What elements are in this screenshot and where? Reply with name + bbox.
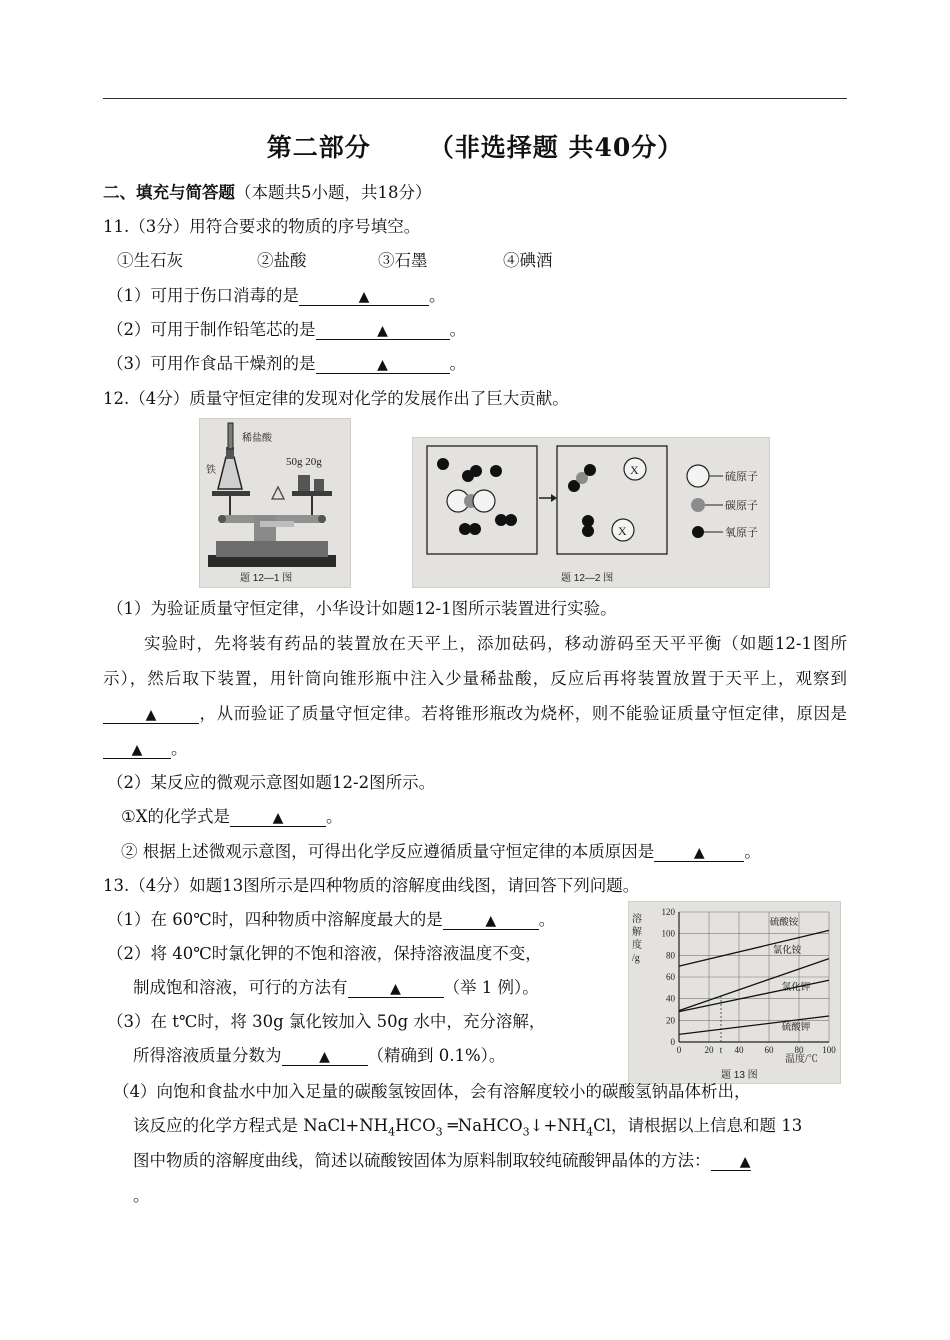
x-tick-label: 40 xyxy=(734,1045,744,1055)
syringe xyxy=(228,423,233,449)
legend-sulfur-icon xyxy=(687,465,709,487)
balance-pillar xyxy=(254,515,276,541)
label-acid: 稀盐酸 xyxy=(242,433,272,444)
weight-20g xyxy=(314,479,324,491)
box-after xyxy=(557,446,667,554)
answer-blank[interactable]: ▲ xyxy=(348,977,444,998)
q12-part2-b: ② 根据上述微观示意图，可得出化学反应遵循质量守恒定律的本质原因是 ▲ 。 xyxy=(121,842,761,861)
y-tick-label: 0 xyxy=(670,1037,675,1047)
answer-blank[interactable]: ▲ xyxy=(103,738,171,759)
y-tick-label: 60 xyxy=(666,972,675,982)
q11-option-3: ③石墨 xyxy=(378,251,428,270)
rider-scale xyxy=(260,521,294,527)
y-axis-label: /g xyxy=(632,953,640,964)
q12-stem: 12.（4分）质量守恒定律的发现对化学的发展作出了巨大贡献。 xyxy=(103,389,569,408)
y-tick-label: 100 xyxy=(661,928,675,939)
figure-12-2 xyxy=(412,437,770,588)
legend-oxygen-icon xyxy=(692,526,704,538)
q13-s4d: 。 xyxy=(133,1186,150,1205)
page-title: 第二部分 （非选择题 共40分） xyxy=(266,133,684,162)
q11-item-2: （2）可用于制作铅笔芯的是 ▲ 。 xyxy=(107,320,466,339)
q13-s3a: （3）在 t℃时，将 30g 氯化铵加入 50g 水中，充分溶解， xyxy=(107,1012,546,1031)
right-pan xyxy=(292,491,332,496)
oxygen-atom xyxy=(469,523,481,535)
legend-oxygen: 氧原子 xyxy=(725,527,758,539)
x-axis-label: 温度/℃ xyxy=(785,1054,818,1065)
section-heading: 二、填充与简答题（本题共5小题，共18分） xyxy=(103,183,432,202)
x-tick-label: t xyxy=(719,1045,723,1055)
solubility-chart xyxy=(629,902,840,1083)
micro-reaction-diagram xyxy=(413,438,769,587)
series-label: 氯化铵 xyxy=(772,946,802,957)
figure-13 xyxy=(628,901,841,1084)
y-axis-label: 溶 xyxy=(632,914,642,925)
series-label: 氯化钾 xyxy=(781,983,811,993)
answer-blank[interactable]: ▲ xyxy=(443,909,539,930)
conical-flask xyxy=(218,457,242,489)
x-label: X xyxy=(630,463,639,477)
answer-blank[interactable]: ▲ xyxy=(299,285,429,306)
label-weights: 50g 20g xyxy=(286,456,322,468)
oxygen-atom xyxy=(470,465,482,477)
y-tick-label: 120 xyxy=(661,907,675,917)
q12-part2-intro: （2）某反应的微观示意图如题12-2图所示。 xyxy=(107,773,436,792)
series-label: 硫酸铵 xyxy=(769,918,799,928)
answer-blank[interactable]: ▲ xyxy=(316,353,450,374)
x-tick-label: 20 xyxy=(704,1045,714,1055)
balance-stand xyxy=(216,541,328,557)
weight-50g xyxy=(298,475,310,491)
y-tick-label: 80 xyxy=(666,950,675,961)
arrow-icon xyxy=(551,494,557,502)
y-axis-label: 度 xyxy=(632,940,642,951)
x-tick-label: 60 xyxy=(764,1045,774,1055)
figure-caption: 题 12—2 图 xyxy=(561,573,614,584)
legend-sulfur: 硫原子 xyxy=(725,471,758,483)
x-tick-label: 80 xyxy=(794,1045,804,1055)
oxygen-atom xyxy=(490,465,502,477)
oxygen-atom xyxy=(582,525,594,537)
q11-item-1: （1）可用于伤口消毒的是 ▲ 。 xyxy=(107,286,446,305)
legend-carbon-icon xyxy=(691,498,705,512)
y-tick-label: 20 xyxy=(666,1015,675,1026)
top-rule xyxy=(103,98,847,99)
label-iron: 铁 xyxy=(206,465,216,476)
q13-s4a: （4）向饱和食盐水中加入足量的碳酸氢铵固体，会有溶解度较小的碳酸氢钠晶体析出， xyxy=(113,1082,751,1101)
sulfur-atom xyxy=(473,490,495,512)
q13-s4b: 该反应的化学方程式是 $NaCl+NH_4HCO_3$ $═NaHCO_3↓+NH_4Cl$，请根据以上信息和题 13 xyxy=(133,1116,803,1139)
q12-part1-body: 实验时，先将装有药品的装置放在天平上，添加砝码，移动游码至天平平衡（如题12-1图所示），然后取下装置，用针筒向锥形瓶中注入少量稀盐酸，反应后再将装置放置于天平上，观察到▲ ，从而验证了质量守恒定律。若将锥形瓶改为烧杯，则不能验证质量守恒定律，原因是▲ 。 xyxy=(103,634,847,758)
answer-blank[interactable]: ▲ xyxy=(316,319,450,340)
q11-option-2: ②盐酸 xyxy=(257,251,307,270)
figure-caption: 题 12—1 图 xyxy=(240,573,293,584)
figure-caption: 题 13 图 xyxy=(721,1070,758,1081)
q13-s1: （1）在 60℃时，四种物质中溶解度最大的是 ▲ 。 xyxy=(107,910,556,929)
q13-stem: 13.（4分）如题13图所示是四种物质的溶解度曲线图，请回答下列问题。 xyxy=(103,876,640,895)
q12-part1-intro: （1）为验证质量守恒定律，小华设计如题12-1图所示装置进行实验。 xyxy=(107,599,617,618)
y-tick-label: 40 xyxy=(666,993,675,1004)
answer-blank[interactable]: ▲ xyxy=(654,841,744,862)
answer-blank[interactable]: ▲ xyxy=(711,1150,751,1171)
oxygen-atom xyxy=(437,458,449,470)
pointer-icon xyxy=(272,487,284,499)
q11-option-1: ①生石灰 xyxy=(117,251,183,270)
answer-blank[interactable]: ▲ xyxy=(282,1045,368,1066)
q12-part2-a: ①X的化学式是 ▲ 。 xyxy=(121,807,343,826)
left-pan xyxy=(212,491,250,496)
answer-blank[interactable]: ▲ xyxy=(103,703,199,724)
q13-s3b: 所得溶液质量分数为 ▲ （精确到 0.1%）。 xyxy=(133,1046,506,1065)
q11-item-3: （3）可用作食品干燥剂的是 ▲ 。 xyxy=(107,354,466,373)
q13-s2b: 制成饱和溶液，可行的方法有 ▲ （举 1 例）。 xyxy=(133,978,539,997)
q13-s4c: 图中物质的溶解度曲线，简述以硫酸铵固体为原料制取较纯硫酸钾晶体的方法： ▲ xyxy=(133,1151,751,1170)
x-tick-label: 0 xyxy=(676,1045,682,1055)
x-label: X xyxy=(618,524,627,538)
series-line xyxy=(679,930,829,966)
q11-option-4: ④碘酒 xyxy=(503,251,553,270)
oxygen-atom xyxy=(584,464,596,476)
q11-stem: 11.（3分）用符合要求的物质的序号填空。 xyxy=(103,217,421,236)
x-tick-label: 100 xyxy=(822,1045,836,1055)
answer-blank[interactable]: ▲ xyxy=(230,806,326,827)
q13-s2a: （2）将 40℃时氯化钾的不饱和溶液，保持溶液温度不变， xyxy=(107,944,542,963)
y-axis-label: 解 xyxy=(632,927,642,938)
oxygen-atom xyxy=(505,514,517,526)
figure-12-1 xyxy=(199,418,351,588)
legend-carbon: 碳原子 xyxy=(725,500,758,512)
series-label: 硫酸钾 xyxy=(781,1023,811,1034)
balance-diagram xyxy=(200,419,350,587)
